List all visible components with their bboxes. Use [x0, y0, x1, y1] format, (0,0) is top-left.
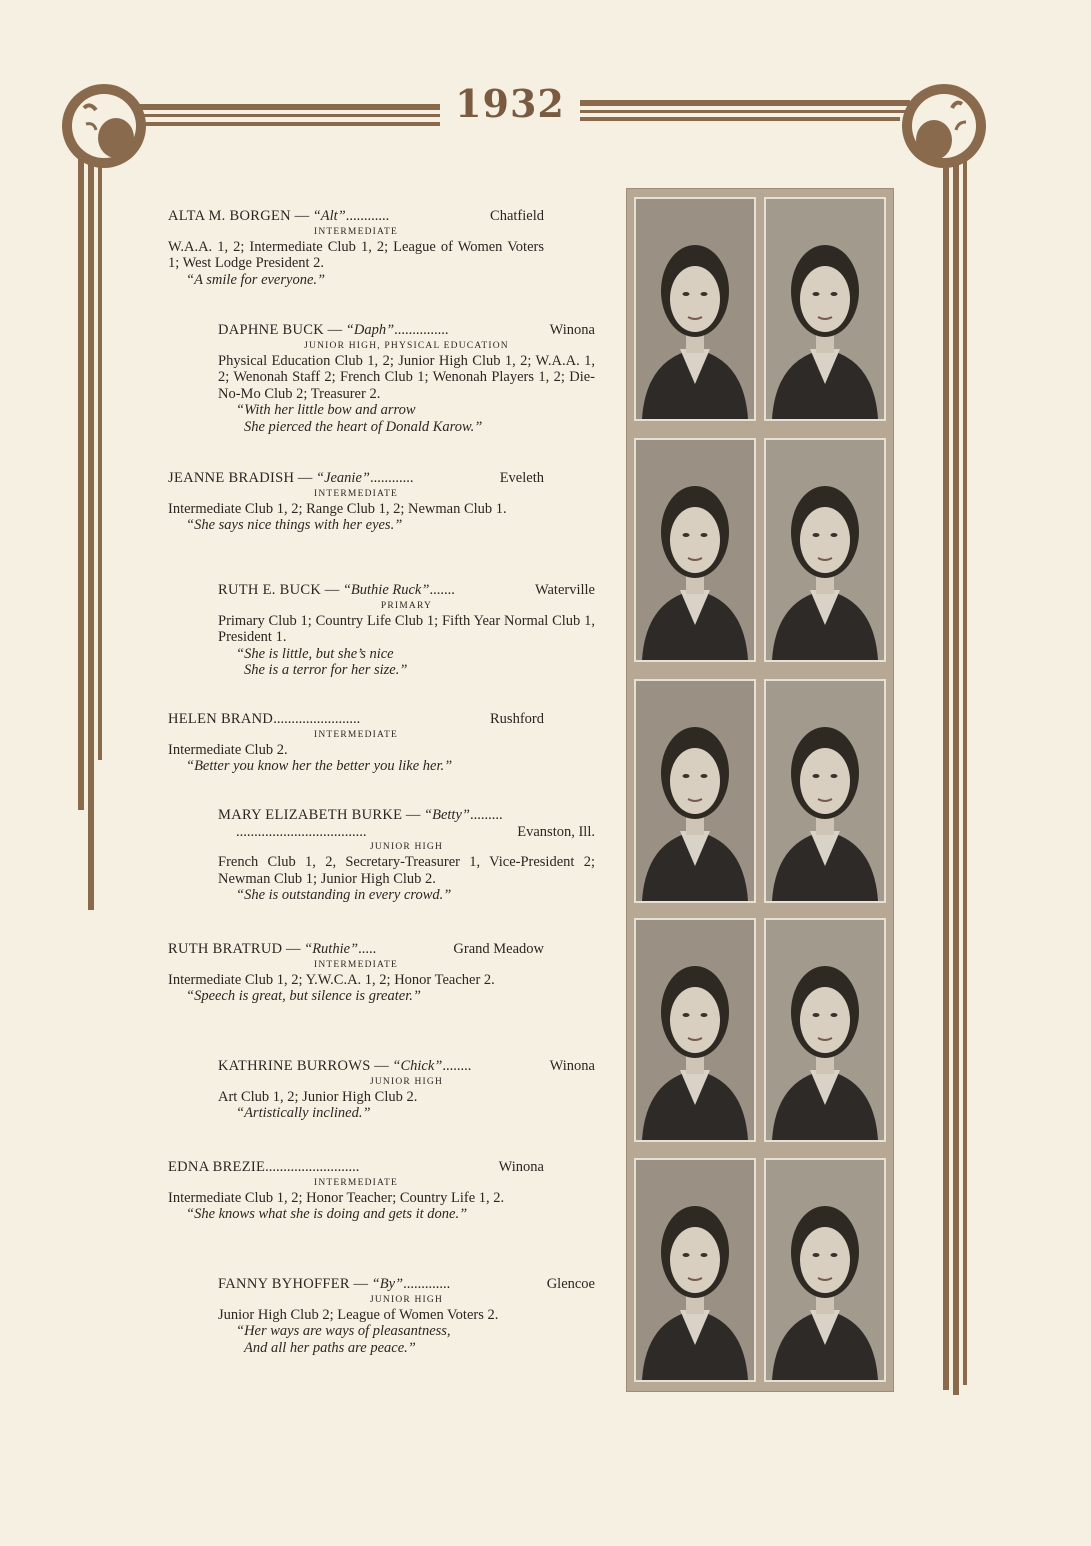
department: INTERMEDIATE: [313, 226, 399, 237]
portrait-image: [636, 681, 754, 901]
leader-dots: ........: [442, 1058, 472, 1074]
portrait-image: [766, 199, 884, 419]
quote-line: “She says nice things with her eyes.”: [186, 517, 403, 533]
entry-heading: [218, 322, 595, 339]
dash: —: [370, 1058, 393, 1074]
portrait-photo: [764, 438, 886, 662]
leader-dots: ...............: [394, 322, 449, 338]
quote: [218, 1323, 595, 1356]
leader-dots: .......: [429, 582, 455, 598]
student-entry: [168, 711, 544, 775]
entry-heading: [168, 1159, 544, 1176]
entry-heading: [168, 470, 544, 487]
nickname: “Alt”: [312, 208, 346, 224]
right-corner-ornament: [902, 84, 986, 168]
entry-heading: [168, 208, 544, 225]
quote-line: “She knows what she is doing and gets it done.”: [186, 1206, 468, 1222]
activities: Junior High Club 2; League of Women Voters 2.: [218, 1306, 499, 1323]
quote: [218, 887, 595, 904]
quote-line: “Artistically inclined.”: [236, 1105, 371, 1121]
quote-line: “She is outstanding in every crowd.”: [236, 887, 452, 903]
student-entry: [168, 208, 544, 288]
portrait-photo: [634, 438, 756, 662]
entry-heading-continued: [218, 824, 595, 841]
portrait-image: [636, 440, 754, 660]
portrait-photo: [634, 679, 756, 903]
activities: Intermediate Club 2.: [168, 741, 288, 758]
nickname: “Daph”: [345, 322, 395, 338]
dash: —: [349, 1276, 372, 1292]
quote-line: “With her little bow and arrow: [236, 402, 416, 418]
leader-dots: ..........................: [265, 1159, 360, 1175]
quote-line: “A smile for everyone.”: [186, 271, 326, 288]
student-name: MARY ELIZABETH BURKE: [218, 807, 403, 823]
hometown: Winona: [549, 322, 595, 338]
department: INTERMEDIATE: [313, 1177, 399, 1188]
hometown: Rushford: [490, 711, 544, 727]
student-name: ALTA M. BORGEN: [168, 208, 291, 224]
student-name: HELEN BRAND: [168, 711, 274, 727]
hometown: Chatfield: [490, 208, 544, 224]
student-entry: [218, 322, 595, 435]
entry-heading: [168, 711, 544, 728]
student-name: FANNY BYHOFFER: [218, 1276, 350, 1292]
activities: Intermediate Club 1, 2; Y.W.C.A. 1, 2; Honor Teacher 2.: [168, 971, 495, 988]
portrait-photo: [634, 197, 756, 421]
leader-dots: .............: [403, 1276, 451, 1292]
student-name: RUTH BRATRUD: [168, 941, 283, 957]
department: JUNIOR HIGH: [369, 1076, 444, 1087]
entry-heading: [168, 941, 544, 958]
quote-line: She is a terror for her size.”: [244, 662, 408, 678]
portrait-photo: [764, 197, 886, 421]
entry-heading: [218, 1058, 595, 1075]
nickname: “Ruthie”: [304, 941, 359, 957]
portrait-image: [766, 1160, 884, 1380]
left-corner-ornament: [62, 84, 146, 168]
activities: W.A.A. 1, 2; Intermediate Club 1, 2; League of Women Voters 1; West Lodge President 2.: [168, 238, 544, 271]
nickname: “Betty”: [424, 807, 470, 823]
department: JUNIOR HIGH, PHYSICAL EDUCATION: [304, 340, 509, 351]
activities: Physical Education Club 1, 2; Junior High Club 1, 2; W.A.A. 1, 2; Wenonah Staff 2; French Club 1; Wenonah Players 1, 2; Die-No-Mo Club 2; Treasurer 2.: [218, 352, 595, 402]
dash: —: [324, 322, 346, 338]
nickname: “Jeanie”: [316, 470, 370, 486]
leader-dots: .....: [358, 941, 377, 957]
portrait-image: [636, 920, 754, 1140]
portrait-image: [766, 920, 884, 1140]
entry-heading: [218, 582, 595, 599]
activities: Primary Club 1; Country Life Club 1; Fifth Year Normal Club 1, President 1.: [218, 612, 595, 645]
dash: —: [294, 470, 316, 486]
dash: —: [402, 807, 425, 823]
nickname: “Buthie Ruck”: [342, 582, 430, 598]
quote-line: She pierced the heart of Donald Karow.”: [244, 418, 483, 435]
quote-line: “Her ways are ways of pleasantness,: [236, 1323, 451, 1339]
quote: [168, 1206, 544, 1223]
leader-dots: ....................................: [236, 823, 367, 840]
quote: [218, 402, 595, 435]
student-entry: [218, 1058, 595, 1122]
quote: [168, 272, 544, 289]
leader-dots: ............: [369, 470, 414, 486]
portrait-image: [766, 440, 884, 660]
student-entry: [168, 941, 544, 1005]
department: JUNIOR HIGH: [369, 1294, 444, 1305]
student-name: DAPHNE BUCK: [218, 322, 325, 338]
portrait-image: [636, 1160, 754, 1380]
nickname: “By”: [371, 1276, 404, 1292]
hometown: Glencoe: [546, 1276, 595, 1292]
student-name: RUTH E. BUCK: [218, 582, 322, 598]
quote: [168, 988, 544, 1005]
portrait-photo: [634, 1158, 756, 1382]
hometown: Winona: [498, 1159, 544, 1175]
quote: [218, 1105, 595, 1122]
quote: [168, 758, 544, 775]
activities: Intermediate Club 1, 2; Honor Teacher; Country Life 1, 2.: [168, 1189, 505, 1206]
dash: —: [282, 941, 305, 957]
quote: [168, 517, 544, 534]
portrait-photo: [764, 679, 886, 903]
department: INTERMEDIATE: [313, 488, 399, 499]
entry-heading: [218, 1276, 595, 1293]
student-name: KATHRINE BURROWS: [218, 1058, 371, 1074]
quote-line: “Speech is great, but silence is greater.”: [186, 988, 421, 1004]
student-name: JEANNE BRADISH: [168, 470, 295, 486]
student-entry: [218, 1276, 595, 1356]
leader-dots: .........: [469, 807, 503, 823]
student-entry: [218, 582, 595, 679]
year-title: 1932: [440, 82, 580, 126]
student-entry: [218, 807, 595, 904]
portrait-panel: [626, 188, 894, 1392]
portrait-photo: [764, 1158, 886, 1382]
department: PRIMARY: [380, 600, 433, 611]
portrait-image: [636, 199, 754, 419]
quote-line: And all her paths are peace.”: [244, 1339, 416, 1356]
quote: [218, 646, 595, 679]
student-entry: [168, 1159, 544, 1223]
student-entry: [168, 470, 544, 534]
activities: Art Club 1, 2; Junior High Club 2.: [218, 1088, 418, 1105]
leader-dots: ........................: [273, 711, 361, 727]
department: JUNIOR HIGH: [369, 842, 444, 852]
dash: —: [290, 208, 313, 224]
quote-line: “Better you know her the better you like her.”: [186, 758, 453, 774]
portrait-image: [766, 681, 884, 901]
hometown: Grand Meadow: [453, 941, 544, 957]
entry-heading: [218, 807, 595, 824]
nickname: “Chick”: [392, 1058, 443, 1074]
department: INTERMEDIATE: [313, 959, 399, 970]
hometown: Evanston, Ill.: [517, 823, 595, 840]
activities: Intermediate Club 1, 2; Range Club 1, 2; Newman Club 1.: [168, 500, 507, 517]
hometown: Eveleth: [499, 470, 544, 486]
hometown: Waterville: [534, 582, 595, 598]
activities: French Club 1, 2, Secretary-Treasurer 1, Vice-President 2; Newman Club 1; Junior High Club 2.: [218, 854, 595, 887]
portrait-photo: [634, 918, 756, 1142]
dash: —: [321, 582, 343, 598]
quote-line: “She is little, but she’s nice: [236, 645, 394, 662]
leader-dots: ............: [345, 208, 390, 224]
department: INTERMEDIATE: [313, 729, 399, 740]
portrait-photo: [764, 918, 886, 1142]
hometown: Winona: [549, 1058, 595, 1074]
student-name: EDNA BREZIE: [168, 1159, 266, 1175]
